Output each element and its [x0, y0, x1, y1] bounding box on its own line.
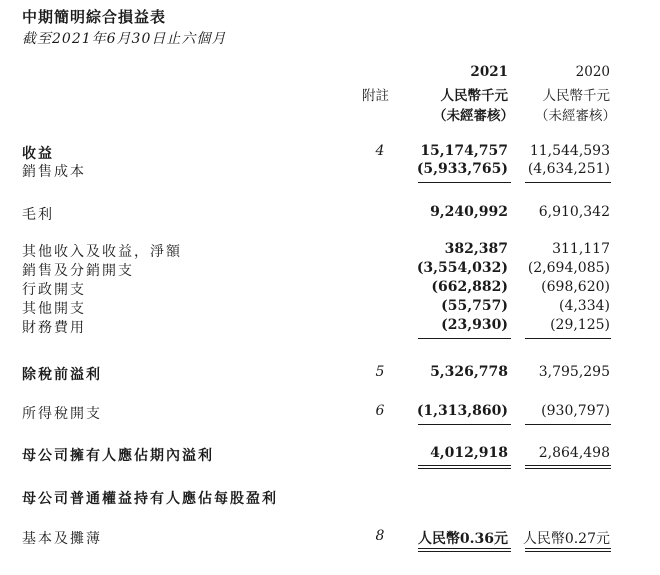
row-2020-other-income: 311,117 [552, 241, 610, 257]
row-label-basic-diluted: 基本及攤薄 [22, 531, 102, 547]
subtotal-rule-2021 [418, 338, 511, 339]
total-double-rule-2021 [418, 468, 511, 469]
row-label-selling-expenses: 銷售及分銷開支 [22, 263, 134, 279]
row-label-income-tax: 所得稅開支 [22, 406, 102, 422]
note-column-header: 附註 [362, 88, 389, 104]
row-label-profit-attributable: 母公司擁有人應佔期內溢利 [22, 448, 214, 464]
subtotal-rule-2020 [525, 424, 611, 425]
eps-double-rule-2020 [525, 548, 611, 549]
row-label-gross-profit: 毛利 [22, 207, 54, 223]
row-2021-profit-attributable: 4,012,918 [430, 445, 508, 461]
col-2020-audit: （未經審核） [535, 108, 616, 124]
statement-title: 中期簡明綜合損益表 [22, 8, 167, 26]
row-note-profit-before-tax: 5 [375, 364, 385, 380]
col-2021-currency: 人民幣千元 [440, 88, 508, 104]
eps-double-rule-2021 [418, 551, 511, 552]
row-2021-selling-expenses: (3,554,032) [416, 260, 508, 276]
col-2021-year: 2021 [470, 64, 508, 80]
col-2020-currency: 人民幣千元 [542, 88, 610, 104]
row-label-finance-costs: 財務費用 [22, 320, 86, 336]
row-2021-gross-profit: 9,240,992 [430, 204, 508, 220]
eps-double-rule-2021 [418, 548, 511, 549]
row-2021-basic-diluted: 人民幣0.36元 [417, 531, 508, 547]
row-label-other-expenses: 其他開支 [22, 301, 86, 317]
row-2021-profit-before-tax: 5,326,778 [430, 364, 508, 380]
total-double-rule-2020 [525, 465, 611, 466]
subtotal-rule-2021 [418, 182, 511, 183]
total-double-rule-2021 [418, 465, 511, 466]
row-label-admin-expenses: 行政開支 [22, 282, 86, 298]
row-label-revenue: 收益 [22, 146, 54, 162]
row-2021-revenue: 15,174,757 [420, 143, 508, 159]
row-2021-other-expenses: (55,757) [441, 298, 508, 314]
row-note-revenue: 4 [375, 143, 385, 159]
row-note-basic-diluted: 8 [375, 528, 385, 544]
row-2020-profit-attributable: 2,864,498 [538, 445, 610, 461]
row-2021-cost-of-sales: (5,933,765) [416, 161, 508, 177]
row-label-other-income: 其他收入及收益，淨額 [22, 244, 182, 260]
total-double-rule-2020 [525, 468, 611, 469]
row-2020-basic-diluted: 人民幣0.27元 [522, 531, 610, 547]
row-2021-other-income: 382,387 [444, 241, 508, 257]
row-2020-finance-costs: (29,125) [550, 317, 610, 333]
row-label-eps-heading: 母公司普通權益持有人應佔每股盈利 [22, 491, 278, 507]
row-2021-income-tax: (1,313,860) [416, 403, 508, 419]
row-2020-gross-profit: 6,910,342 [538, 204, 610, 220]
subtotal-rule-2020 [525, 338, 611, 339]
row-2021-finance-costs: (23,930) [441, 317, 508, 333]
row-2020-income-tax: (930,797) [541, 403, 610, 419]
subtotal-rule-2020 [525, 182, 611, 183]
statement-period: 截至2021年6月30日止六個月 [22, 31, 227, 47]
eps-double-rule-2020 [525, 551, 611, 552]
row-2020-profit-before-tax: 3,795,295 [538, 364, 610, 380]
row-label-profit-before-tax: 除稅前溢利 [22, 367, 102, 383]
row-2021-admin-expenses: (662,882) [431, 279, 508, 295]
col-2021-audit: （未經審核） [433, 108, 514, 124]
row-2020-cost-of-sales: (4,634,251) [527, 161, 610, 177]
row-2020-other-expenses: (4,334) [558, 298, 610, 314]
row-2020-admin-expenses: (698,620) [541, 279, 610, 295]
row-2020-selling-expenses: (2,694,085) [527, 260, 610, 276]
col-2020-year: 2020 [575, 64, 610, 80]
row-note-income-tax: 6 [375, 403, 385, 419]
row-2020-revenue: 11,544,593 [529, 143, 610, 159]
subtotal-rule-2021 [418, 424, 511, 425]
row-label-cost-of-sales: 銷售成本 [22, 164, 86, 180]
